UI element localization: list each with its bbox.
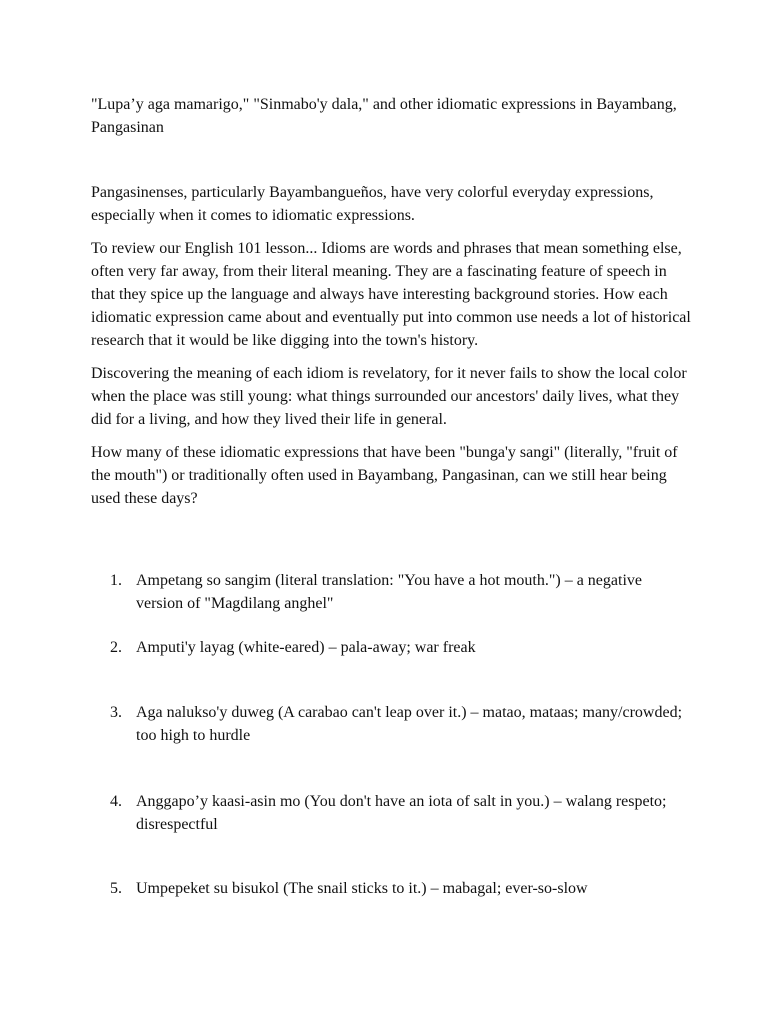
list-item xyxy=(91,636,691,659)
list-item xyxy=(91,569,691,615)
idiom-definition-paragraph: To review our English 101 lesson... Idioms are words and phrases that mean something else, often very far away, from their literal meaning. They are a fascinating feature of speech in that they spice up the language and always have interesting background stories. How each idiomatic expression came about and eventually put into common use needs a lot of historical research that it would be like digging into the town's history. xyxy=(91,240,691,349)
meaning-paragraph: Discovering the meaning of each idiom is revelatory, for it never fails to show the local color when the place was still young: what things surrounded our ancestors' daily lives, what they did for a living, and how they lived their life in general. xyxy=(91,365,687,428)
list-item-number: 1. xyxy=(110,572,122,589)
idiom-list xyxy=(91,0,691,1024)
list-item-text: Umpepeket su bisukol (The snail sticks to it.) – mabagal; ever-so-slow xyxy=(136,880,588,897)
question-paragraph: How many of these idiomatic expressions that have been "bunga'y sangi" (literally, "fruit of the mouth") or traditionally often used in Bayambang, Pangasinan, can we still hear being used these days? xyxy=(91,444,678,507)
list-item xyxy=(91,877,691,900)
list-item-text: Amputi'y layag (white-eared) – pala-away; war freak xyxy=(136,639,476,656)
intro-paragraph: Pangasinenses, particularly Bayambangueños, have very colorful everyday expressions, especially when it comes to idiomatic expressions. xyxy=(91,184,654,224)
list-item-number: 3. xyxy=(110,704,122,721)
list-item-text: Aga nalukso'y duweg (A carabao can't leap over it.) – matao, mataas; many/crowded; too high to hurdle xyxy=(136,704,683,744)
list-item-number: 2. xyxy=(110,639,122,656)
list-item-text: Ampetang so sangim (literal translation: "You have a hot mouth.") – a negative version of "Magdilang anghel" xyxy=(136,572,642,612)
list-item xyxy=(91,701,691,747)
list-item-number: 5. xyxy=(110,880,122,897)
list-item-number: 4. xyxy=(110,793,122,810)
document-title: "Lupa’y aga mamarigo," "Sinmabo'y dala," and other idiomatic expressions in Bayambang, Pangasinan xyxy=(91,96,677,136)
list-item-text: Anggapo’y kaasi-asin mo (You don't have an iota of salt in you.) – walang respeto; disrespectful xyxy=(136,793,667,833)
list-item xyxy=(91,790,691,836)
